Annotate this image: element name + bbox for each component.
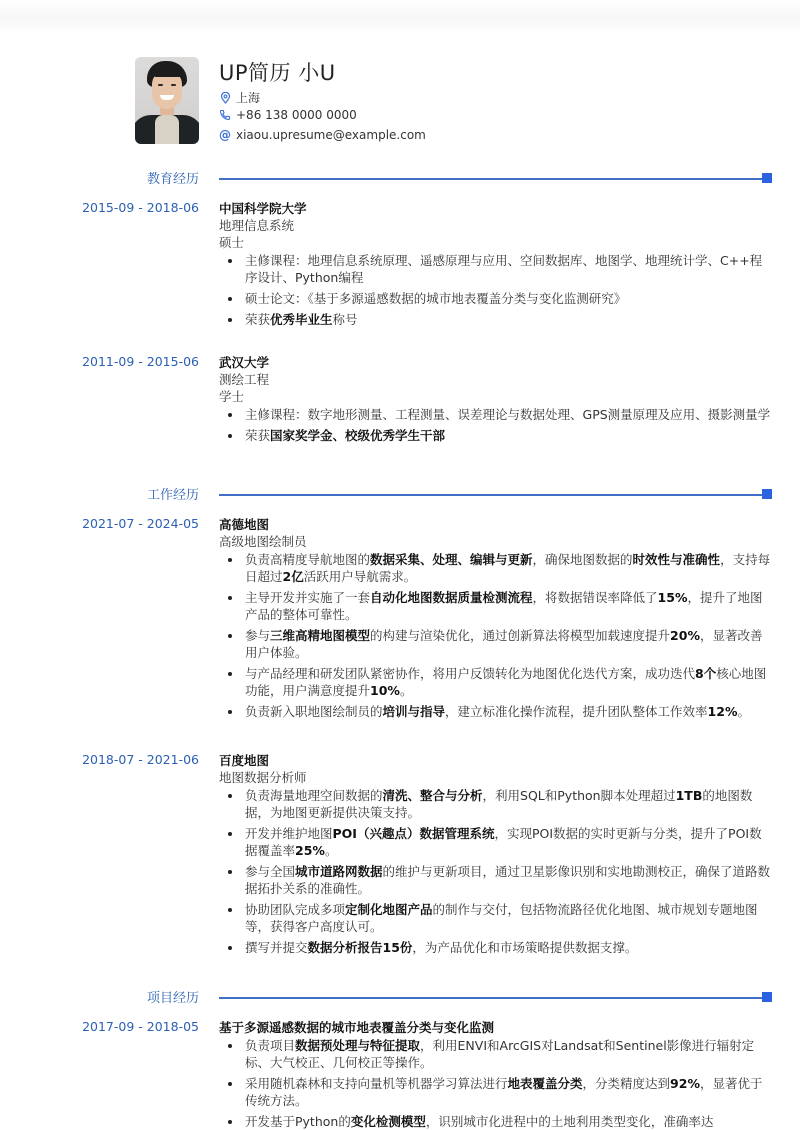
section-title: 工作经历	[146, 488, 199, 503]
job-title: 地图数据分析师	[219, 770, 307, 785]
bullet-item: 负责项目数据预处理与特征提取，利用ENVI和ArcGIS对Landsat和Sentinel影像进行辐射定标、大气校正、几何校正等操作。	[219, 1037, 771, 1071]
bullet-item: 开发基于Python的变化检测模型，识别城市化进程中的土地利用类型变化，准确率达	[219, 1113, 771, 1130]
bullet-list	[219, 252, 771, 328]
bullet-list	[219, 1037, 771, 1130]
bullet-item: 主修课程：地理信息系统原理、遥感原理与应用、空间数据库、地图学、地理统计学、C++程序设计、Python编程	[219, 252, 771, 286]
school-name: 中国科学院大学	[219, 201, 307, 216]
project-name: 基于多源遥感数据的城市地表覆盖分类与变化监测	[219, 1020, 495, 1035]
major: 地理信息系统	[219, 218, 295, 233]
section-marker	[762, 173, 772, 183]
bullet-list	[219, 406, 771, 444]
section-marker	[762, 489, 772, 499]
job-title: 高级地图绘制员	[219, 534, 307, 549]
entry-date: 2017-09 - 2018-05	[82, 1019, 199, 1034]
section-education	[0, 168, 800, 188]
bullet-item: 撰写并提交数据分析报告15份，为产品优化和市场策略提供数据支撑。	[219, 939, 771, 956]
bullet-item: 荣获国家奖学金、校级优秀学生干部	[219, 427, 771, 444]
bullet-item: 与产品经理和研发团队紧密协作，将用户反馈转化为地图优化迭代方案，成功迭代8个核心地图功能，用户满意度提升10%。	[219, 665, 771, 699]
entry-date: 2021-07 - 2024-05	[82, 516, 199, 531]
email-text[interactable]: xiaou.upresume@example.com	[236, 128, 426, 142]
section-title: 项目经历	[146, 991, 199, 1006]
section-projects	[0, 987, 800, 1007]
section-marker	[762, 992, 772, 1002]
contact-email	[219, 128, 426, 142]
bullet-item: 负责新入职地图绘制员的培训与指导，建立标准化操作流程，提升团队整体工作效率12%。	[219, 703, 771, 720]
school-name: 武汉大学	[219, 355, 270, 370]
location-text: 上海	[236, 91, 261, 105]
map-pin-icon	[219, 92, 231, 104]
phone-text[interactable]: +86 138 0000 0000	[236, 108, 357, 122]
contact-phone	[219, 108, 357, 122]
degree: 硕士	[219, 235, 245, 250]
section-title: 教育经历	[146, 172, 199, 187]
contact-location	[219, 89, 260, 106]
page-top-shadow	[0, 0, 800, 30]
bullet-list	[219, 551, 771, 720]
bullet-item: 参与三维高精地图模型的构建与渲染优化，通过创新算法将模型加载速度提升20%，显著改善用户体验。	[219, 627, 771, 661]
bullet-item: 主导开发并实施了一套自动化地图数据质量检测流程，将数据错误率降低了15%，提升了地图产品的整体可靠性。	[219, 589, 771, 623]
bullet-item: 硕士论文：《基于多源遥感数据的城市地表覆盖分类与变化监测研究》	[219, 290, 771, 307]
bullet-item: 开发并维护地图POI（兴趣点）数据管理系统，实现POI数据的实时更新与分类，提升了POI数据覆盖率25%。	[219, 825, 771, 859]
bullet-item: 采用随机森林和支持向量机等机器学习算法进行地表覆盖分类，分类精度达到92%，显著优于传统方法。	[219, 1075, 771, 1109]
bullet-item: 主修课程：数字地形测量、工程测量、误差理论与数据处理、GPS测量原理及应用、摄影测量学	[219, 406, 771, 423]
section-divider	[219, 997, 764, 999]
candidate-name: UP简历 小U	[219, 61, 336, 85]
degree: 学士	[219, 389, 245, 404]
company-name: 百度地图	[219, 753, 270, 768]
entry-date: 2018-07 - 2021-06	[82, 752, 199, 767]
profile-photo	[135, 57, 199, 144]
major: 测绘工程	[219, 372, 270, 387]
resume-page	[0, 30, 800, 1130]
company-name: 高德地图	[219, 517, 270, 532]
bullet-item: 荣获优秀毕业生称号	[219, 311, 771, 328]
bullet-item: 参与全国城市道路网数据的维护与更新项目，通过卫星影像识别和实地勘测校正，确保了道路数据拓扑关系的准确性。	[219, 863, 771, 897]
at-icon: @	[219, 128, 231, 142]
phone-icon	[219, 109, 231, 121]
entry-date: 2015-09 - 2018-06	[82, 200, 199, 215]
section-divider	[219, 178, 764, 180]
bullet-item: 协助团队完成多项定制化地图产品的制作与交付，包括物流路径优化地图、城市规划专题地图等，获得客户高度认可。	[219, 901, 771, 935]
entry-date: 2011-09 - 2015-06	[82, 354, 199, 369]
bullet-list	[219, 787, 771, 956]
section-work	[0, 484, 800, 504]
bullet-item: 负责高精度导航地图的数据采集、处理、编辑与更新，确保地图数据的时效性与准确性，支持每日超过2亿活跃用户导航需求。	[219, 551, 771, 585]
section-divider	[219, 494, 764, 496]
bullet-item: 负责海量地理空间数据的清洗、整合与分析，利用SQL和Python脚本处理超过1TB的地图数据，为地图更新提供决策支持。	[219, 787, 771, 821]
